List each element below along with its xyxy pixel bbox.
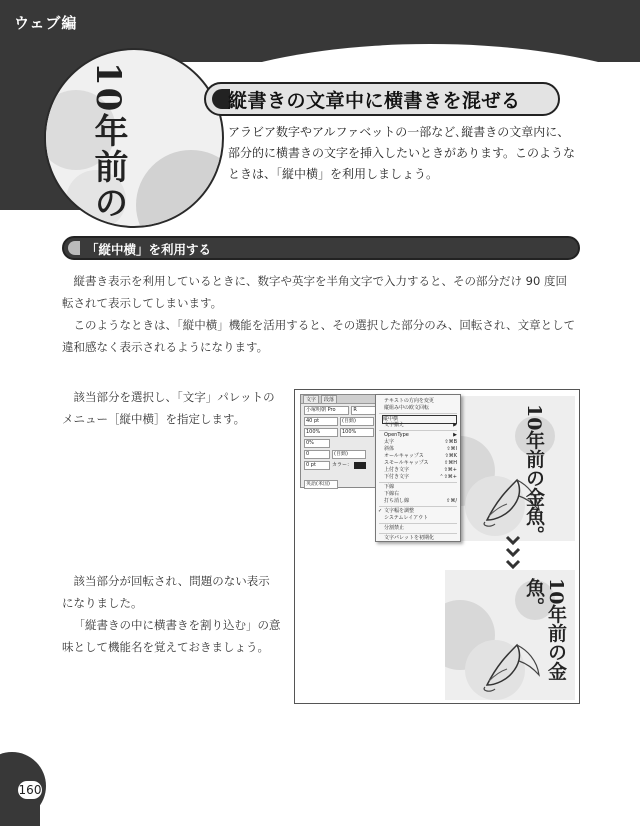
font-field[interactable]: 小塚明朝 Pro bbox=[304, 406, 349, 415]
menu-item-label: テキストの方向を変更 bbox=[384, 398, 434, 404]
menu-item[interactable] bbox=[384, 432, 457, 439]
body-text bbox=[62, 270, 582, 358]
intro-text bbox=[228, 122, 576, 185]
style-field[interactable]: R bbox=[351, 406, 376, 415]
intro-line: アラビア数字やアルファベットの一部など､縦書きの文章内に、 bbox=[228, 125, 570, 139]
menu-item-shortcut: ⇧⌘K bbox=[444, 453, 457, 459]
baseline-field[interactable]: 0 pt bbox=[304, 461, 330, 470]
step-note-2 bbox=[62, 570, 284, 658]
vertical-caption-bottom: 10年前の金魚。 bbox=[523, 578, 567, 681]
note-line: 該当部分が回転され、問題のない表示 bbox=[73, 574, 270, 588]
menu-item-label: 打ち消し線 bbox=[384, 498, 410, 504]
menu-item-label: 斜体 bbox=[384, 446, 395, 452]
menu-item[interactable] bbox=[384, 498, 457, 505]
tab-paragraph[interactable]: 段落 bbox=[321, 395, 337, 403]
menu-item-label: 文字幅を調整 bbox=[384, 508, 415, 514]
menu-item[interactable] bbox=[384, 460, 457, 467]
note-line: 味として機能名を覚えておきましょう。 bbox=[62, 640, 269, 654]
leading-field[interactable]: (自動) bbox=[340, 417, 374, 426]
menu-item-shortcut: ⇧⌘/ bbox=[446, 498, 457, 504]
menu-item-label: 縦組み中の欧文回転 bbox=[384, 405, 430, 411]
page-title: 縦書きの文章中に横書きを混ぜる bbox=[228, 90, 521, 112]
menu-item[interactable] bbox=[384, 453, 457, 460]
menu-item-label: システムレイアウト bbox=[384, 515, 429, 521]
character-palette[interactable] bbox=[300, 394, 380, 488]
menu-item[interactable] bbox=[384, 515, 457, 522]
menu-item-label: 文字揃え bbox=[384, 422, 405, 428]
title-circle bbox=[44, 48, 224, 228]
menu-separator bbox=[379, 533, 457, 534]
menu-item[interactable] bbox=[378, 508, 457, 515]
menu-item-shortcut: ⇧⌘I bbox=[446, 446, 457, 452]
menu-item[interactable] bbox=[384, 525, 457, 532]
circle-vertical-title: 10年前の bbox=[88, 62, 128, 222]
menu-item[interactable] bbox=[384, 422, 457, 429]
body-line: 転されて表示してしまいます。 bbox=[62, 296, 223, 310]
menu-item-shortcut: ⇧⌘B bbox=[444, 439, 457, 445]
menu-item-label: 分割禁止 bbox=[384, 525, 405, 531]
menu-item-label: スモールキャップス bbox=[384, 460, 429, 466]
chapter-label: ウェブ編 bbox=[14, 14, 78, 32]
vertical-caption-top: 10年前の金魚。 bbox=[523, 404, 545, 545]
menu-separator bbox=[379, 430, 457, 431]
menu-item-label: 縦中横 bbox=[383, 416, 399, 422]
palette-menu bbox=[375, 394, 461, 542]
tab-character[interactable]: 文字 bbox=[303, 395, 319, 403]
check-icon: ✓ bbox=[378, 508, 383, 514]
footer-strip bbox=[0, 804, 40, 826]
tsume-field[interactable]: 0% bbox=[304, 439, 330, 448]
note-line: になりました。 bbox=[62, 596, 143, 610]
note-line: 該当部分を選択し、「文字」パレットの bbox=[73, 390, 275, 404]
menu-item-label: 文字パレットを初期化 bbox=[384, 535, 434, 541]
menu-item-label: 太字 bbox=[384, 439, 395, 445]
menu-item-shortcut: ▶ bbox=[453, 422, 457, 428]
section-title: 「縦中横」を利用する bbox=[86, 242, 212, 257]
note-line: 「縦書きの中に横書きを割り込む」の意 bbox=[73, 618, 281, 632]
menu-item[interactable] bbox=[384, 491, 457, 498]
body-line: 違和感なく表示されるようになります。 bbox=[62, 340, 269, 354]
language-field[interactable]: 英語(米国) bbox=[304, 480, 338, 489]
rotate-field[interactable]: (自動) bbox=[332, 450, 366, 459]
tracking-field[interactable]: 0 bbox=[304, 450, 330, 459]
color-label: カラー： bbox=[332, 462, 353, 468]
menu-item[interactable] bbox=[384, 405, 457, 412]
menu-item-shortcut: ⇧⌘H bbox=[444, 460, 457, 466]
note-line: メニュー［縦中横］を指定します。 bbox=[62, 412, 246, 426]
menu-item[interactable] bbox=[384, 439, 457, 446]
menu-item[interactable] bbox=[384, 467, 457, 474]
menu-item-shortcut: ⌃⇧⌘+ bbox=[439, 474, 457, 480]
menu-separator bbox=[379, 523, 457, 524]
menu-item-label: オールキャップス bbox=[384, 453, 424, 459]
menu-item-label: 下付き文字 bbox=[384, 474, 410, 480]
menu-item-shortcut: ⇧⌘+ bbox=[443, 467, 457, 473]
intro-line: 部分的に横書きの文字を挿入したいときがあります。このような bbox=[228, 146, 576, 160]
size-field[interactable]: 40 pt bbox=[304, 417, 338, 426]
body-line: 縦書き表示を利用しているときに、数字や英字を半角文字で入力すると、その部分だけ 90 度回 bbox=[73, 274, 567, 288]
menu-item[interactable] bbox=[384, 535, 457, 542]
menu-item-label: 上付き文字 bbox=[384, 467, 410, 473]
menu-item[interactable] bbox=[384, 398, 457, 405]
menu-separator bbox=[379, 413, 457, 414]
hscale-field[interactable]: 100% bbox=[340, 428, 374, 437]
menu-item-label: OpenType bbox=[384, 432, 409, 438]
vscale-field[interactable]: 100% bbox=[304, 428, 338, 437]
menu-separator bbox=[379, 506, 457, 507]
screenshot-figure bbox=[294, 389, 580, 704]
menu-item-label: 下線 bbox=[384, 484, 395, 490]
body-line: このようなときは、「縦中横」機能を活用すると、その選択した部分のみ、回転され、文章として bbox=[73, 318, 576, 332]
menu-item-label: 下線右 bbox=[384, 491, 400, 497]
menu-separator bbox=[379, 482, 457, 483]
menu-item[interactable] bbox=[384, 446, 457, 453]
menu-item-shortcut: ▶ bbox=[453, 432, 457, 438]
intro-line: ときは、「縦中横」を利用しましょう。 bbox=[228, 167, 439, 181]
menu-item[interactable] bbox=[384, 474, 457, 481]
chevron-down-icon bbox=[505, 535, 521, 575]
step-note-1 bbox=[62, 386, 284, 430]
page-number: 160 bbox=[18, 783, 42, 797]
menu-item[interactable] bbox=[384, 484, 457, 491]
color-swatch[interactable] bbox=[354, 462, 366, 469]
